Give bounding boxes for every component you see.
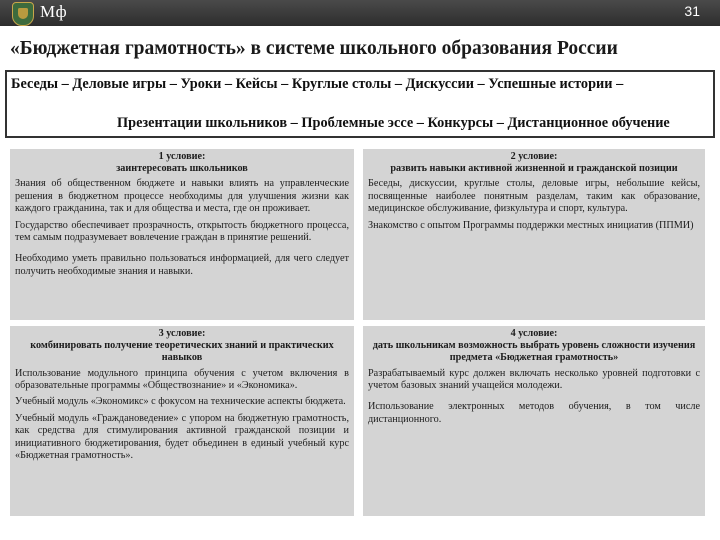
condition-text: Учебный модуль «Экономикс» с фокусом на технические аспекты бюджета. xyxy=(15,396,346,408)
condition-heading xyxy=(368,151,700,175)
slide-header-bar xyxy=(0,0,720,26)
condition-text: Использование электронных методов обучения, в том числе дистанционного. xyxy=(368,401,700,425)
learning-forms-line-2: Презентации школьников – Проблемные эссе – Конкурсы – Дистанционное обучение xyxy=(117,115,670,131)
condition-cell-1 xyxy=(10,149,354,320)
condition-text: Знания об общественном бюджете и навыки влиять на управленческие решения в бюджетном процессе необходимы для улучшения жизни как каждого гражданина, так и для общества и места, где он проживает. xyxy=(15,178,349,215)
condition-number: 4 условие: xyxy=(510,328,558,339)
condition-cell-2 xyxy=(363,149,705,320)
condition-heading xyxy=(15,328,349,365)
learning-forms-box xyxy=(5,70,715,138)
condition-number: 2 условие: xyxy=(510,151,558,162)
condition-number: 3 условие: xyxy=(158,328,206,339)
condition-cell-4 xyxy=(363,326,705,516)
learning-forms-line-1: Беседы – Деловые игры – Уроки – Кейсы – Круглые столы – Дискуссии – Успешные истории – xyxy=(11,76,624,92)
condition-heading xyxy=(15,151,349,175)
brand-logo-text: Мф xyxy=(40,2,68,21)
condition-cell-3 xyxy=(10,326,354,516)
condition-title: заинтересовать школьников xyxy=(116,163,248,175)
condition-title: комбинировать получение теоретических знаний и практических навыков xyxy=(30,340,334,364)
condition-text: Разрабатываемый курс должен включать несколько уровней подготовки с учетом базовых знаний учащейся молодежи. xyxy=(368,367,700,392)
condition-title: развить навыки активной жизненной и гражданской позиции xyxy=(390,163,678,175)
condition-text: Государство обеспечивает прозрачность, открытость бюджетного процесса, тем самым подразумевает вовлечение граждан в принятие решений. xyxy=(15,219,349,244)
condition-number: 1 условие: xyxy=(158,151,206,162)
emblem-icon xyxy=(12,2,34,26)
condition-text: Беседы, дискуссии, круглые столы, деловые игры, небольшие кейсы, посвященные наиболее понятным разделам, таким как образование, медицинское обслуживание, физкультура и спорт, культура. xyxy=(368,178,700,215)
condition-text: Необходимо уметь правильно пользоваться информацией, для чего следует получить необходимые знания и навыки. xyxy=(15,253,349,277)
condition-text: Использование модульного принципа обучения с учетом включения в образовательные программы «Обществознание» и «Экономика». xyxy=(15,367,349,392)
condition-text: Учебный модуль «Граждановедение» с упором на бюджетную грамотность, как средства для стимулирования активной гражданской позиции и инициативного бюджетирования, будет объединен в единый учебный курс «Бюджетная грамотность». xyxy=(15,412,349,462)
condition-title: дать школьникам возможность выбрать уровень сложности изучения предмета «Бюджетная грамотность» xyxy=(372,340,696,364)
condition-heading xyxy=(368,328,700,365)
slide-number: 31 xyxy=(684,3,700,19)
slide-title: «Бюджетная грамотность» в системе школьного образования России xyxy=(10,38,618,59)
condition-text: Знакомство с опытом Программы поддержки местных инициатив (ППМИ) xyxy=(368,219,694,231)
